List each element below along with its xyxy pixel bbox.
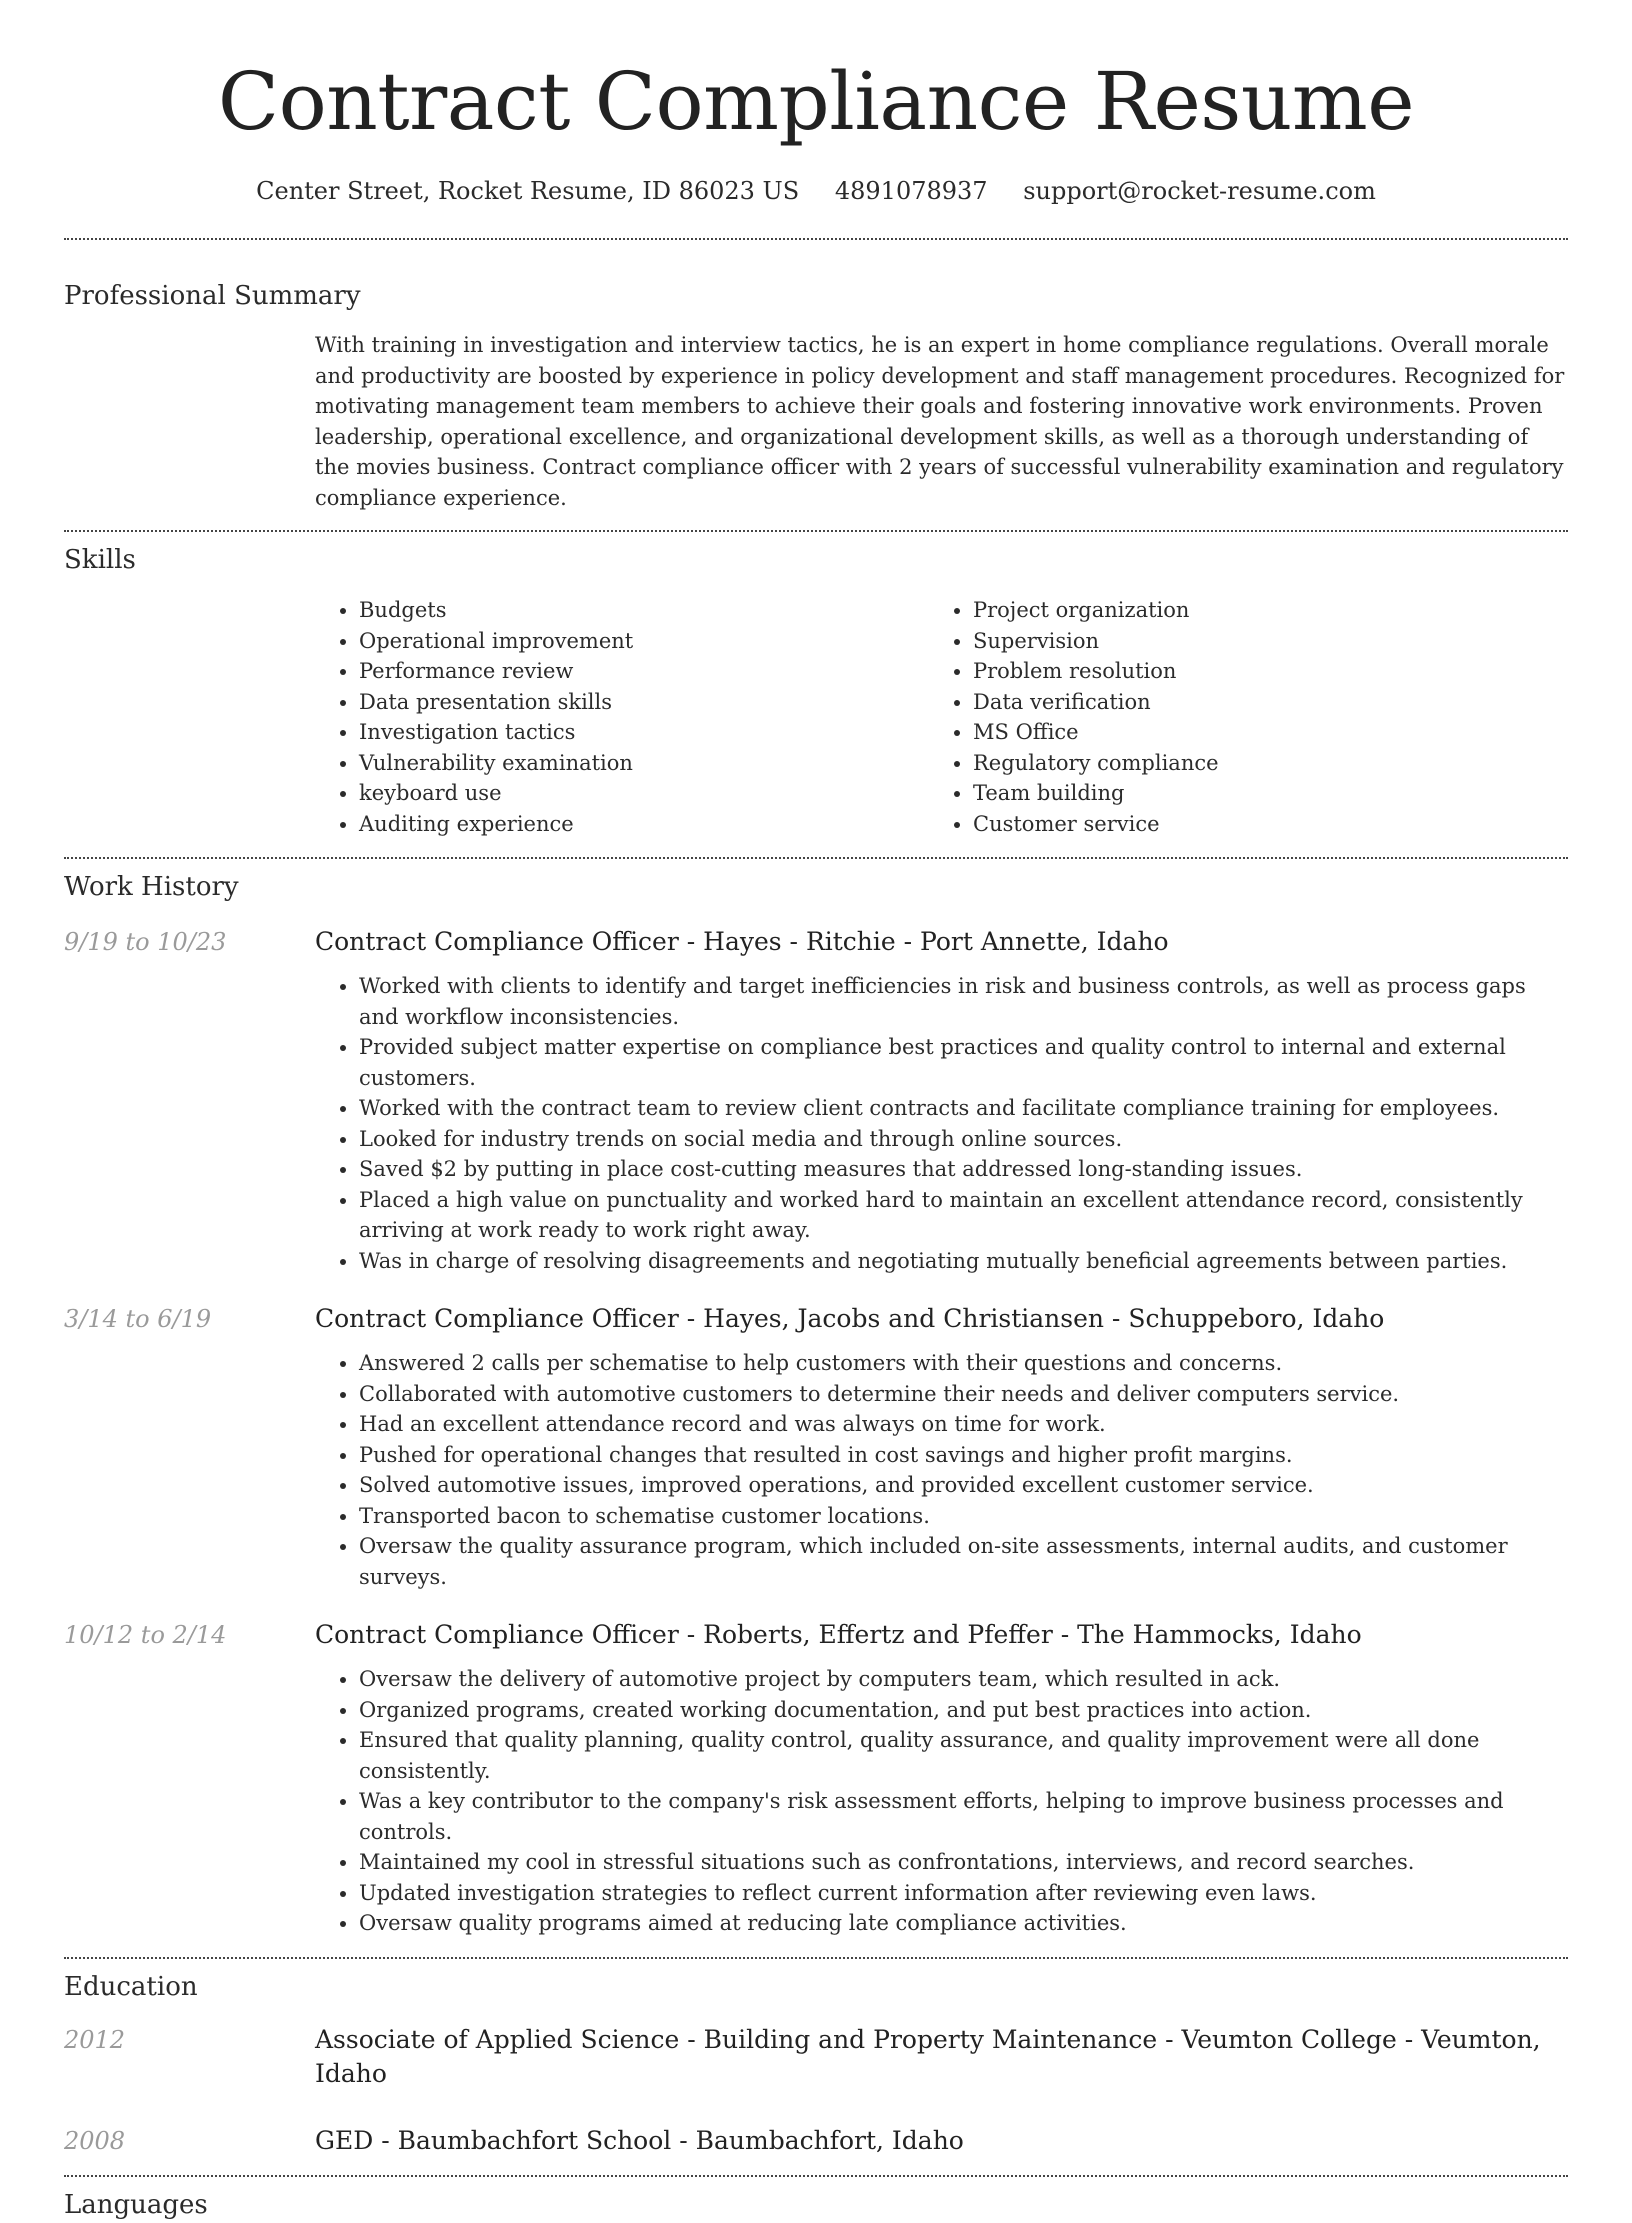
skill-item: • Auditing experience [359, 809, 929, 840]
job-header [64, 925, 1568, 959]
contact-line [64, 174, 1568, 208]
job-bullet: • Placed a high value on punctuality and worked hard to maintain an excellent attendance record, consistently arriving at work ready to work right away. [359, 1185, 1568, 1246]
languages-heading: Languages [64, 2189, 208, 2220]
resume-page [64, 0, 1568, 2223]
job-entry [64, 1302, 1568, 1592]
summary-text: With training in investigation and interview tactics, he is an expert in home compliance regulations. Overall morale and productivity are boosted by experience in policy development and staff management procedures. Recognized for motivating management team members to achieve their goals and fostering innovative work environments. Proven leadership, operational excellence, and organizational development skills, as well as a thorough understanding of the movies business. Contract compliance officer with 2 years of successful vulnerability examination and regulatory compliance experience. [315, 333, 1565, 510]
skills-column-right [929, 595, 1543, 839]
summary-heading: Professional Summary [64, 281, 361, 311]
job-bullet: • Transported bacon to schematise customer locations. [359, 1501, 1568, 1532]
section-divider [64, 2175, 1568, 2177]
job-bullet: • Maintained my cool in stressful situations such as confrontations, interviews, and record searches. [359, 1847, 1568, 1878]
job-title: Contract Compliance Officer - Hayes - Ritchie - Port Annette, Idaho [315, 927, 1169, 956]
skill-item: • Project organization [973, 595, 1543, 626]
job-bullets [315, 1664, 1568, 1939]
job-bullet: • Oversaw the quality assurance program, which included on-site assessments, internal audits, and customer surveys. [359, 1531, 1568, 1592]
job-bullet: • Looked for industry trends on social media and through online sources. [359, 1124, 1568, 1155]
job-header [64, 1618, 1568, 1652]
job-bullet: • Had an excellent attendance record and was always on time for work. [359, 1409, 1568, 1440]
skill-item: • Problem resolution [973, 656, 1543, 687]
contact-phone: 4891078937 [834, 177, 988, 205]
job-bullet: • Updated investigation strategies to reflect current information after reviewing even laws. [359, 1878, 1568, 1909]
job-bullet: • Oversaw quality programs aimed at reducing late compliance activities. [359, 1908, 1568, 1939]
job-title: Contract Compliance Officer - Roberts, Effertz and Pfeffer - The Hammocks, Idaho [315, 1620, 1362, 1649]
section-divider [64, 238, 1568, 240]
contact-email[interactable]: support@rocket-resume.com [1023, 177, 1376, 205]
job-bullet: • Provided subject matter expertise on compliance best practices and quality control to internal and external customers. [359, 1032, 1568, 1093]
resume-title: Contract Compliance Resume [217, 55, 1415, 148]
education-year: 2008 [64, 2126, 126, 2155]
skill-item: • Investigation tactics [359, 717, 929, 748]
job-bullet: • Organized programs, created working documentation, and put best practices into action. [359, 1695, 1568, 1726]
job-bullet: • Worked with the contract team to review client contracts and facilitate compliance training for employees. [359, 1093, 1568, 1124]
skill-item: • Performance review [359, 656, 929, 687]
skill-item: • Operational improvement [359, 626, 929, 657]
job-title: Contract Compliance Officer - Hayes, Jacobs and Christiansen - Schuppeboro, Idaho [315, 1304, 1385, 1333]
job-bullet: • Was a key contributor to the company's risk assessment efforts, helping to improve business processes and controls. [359, 1786, 1568, 1847]
education-item [64, 2124, 1568, 2158]
skill-item: • Data presentation skills [359, 687, 929, 718]
skill-item: • Supervision [973, 626, 1543, 657]
education-text: GED - Baumbachfort School - Baumbachfort, Idaho [315, 2125, 964, 2155]
job-bullet: • Oversaw the delivery of automotive project by computers team, which resulted in ack. [359, 1664, 1568, 1695]
job-bullets [315, 1348, 1568, 1592]
section-divider [64, 530, 1568, 532]
skill-item: • Customer service [973, 809, 1543, 840]
job-header [64, 1302, 1568, 1336]
work-heading: Work History [64, 872, 239, 902]
skill-item: • Team building [973, 778, 1543, 809]
job-bullet: • Was in charge of resolving disagreements and negotiating mutually beneficial agreements between parties. [359, 1246, 1568, 1277]
job-entry [64, 925, 1568, 1276]
contact-address: Center Street, Rocket Resume, ID 86023 US [256, 177, 800, 205]
job-bullet: • Solved automotive issues, improved operations, and provided excellent customer service. [359, 1470, 1568, 1501]
skill-item: • Regulatory compliance [973, 748, 1543, 779]
job-bullet: • Worked with clients to identify and target inefficiencies in risk and business controls, as well as process gaps and workflow inconsistencies. [359, 971, 1568, 1032]
job-bullets [315, 971, 1568, 1276]
job-bullet: • Collaborated with automotive customers to determine their needs and deliver computers service. [359, 1379, 1568, 1410]
section-divider [64, 857, 1568, 859]
skill-item: • Budgets [359, 595, 929, 626]
education-heading: Education [64, 1971, 198, 2002]
job-dates: 10/12 to 2/14 [64, 1621, 227, 1649]
job-bullet: • Pushed for operational changes that resulted in cost savings and higher profit margins. [359, 1440, 1568, 1471]
skills-list [315, 595, 1568, 839]
skills-heading: Skills [64, 545, 136, 575]
job-bullet: • Answered 2 calls per schematise to help customers with their questions and concerns. [359, 1348, 1568, 1379]
skills-column-left [315, 595, 929, 839]
skill-item: • Data verification [973, 687, 1543, 718]
skill-item: • Vulnerability examination [359, 748, 929, 779]
job-entry [64, 1618, 1568, 1939]
education-text: Associate of Applied Science - Building and Property Maintenance - Veumton College - Veumton, Idaho [315, 2024, 1541, 2088]
skill-item: • keyboard use [359, 778, 929, 809]
education-item [64, 2023, 1568, 2091]
job-dates: 3/14 to 6/19 [64, 1305, 212, 1333]
section-divider [64, 1957, 1568, 1959]
job-bullet: • Ensured that quality planning, quality control, quality assurance, and quality improvement were all done consistently. [359, 1725, 1568, 1786]
education-year: 2012 [64, 2025, 126, 2054]
skill-item: • MS Office [973, 717, 1543, 748]
job-dates: 9/19 to 10/23 [64, 928, 227, 956]
job-bullet: • Saved $2 by putting in place cost-cutting measures that addressed long-standing issues. [359, 1154, 1568, 1185]
